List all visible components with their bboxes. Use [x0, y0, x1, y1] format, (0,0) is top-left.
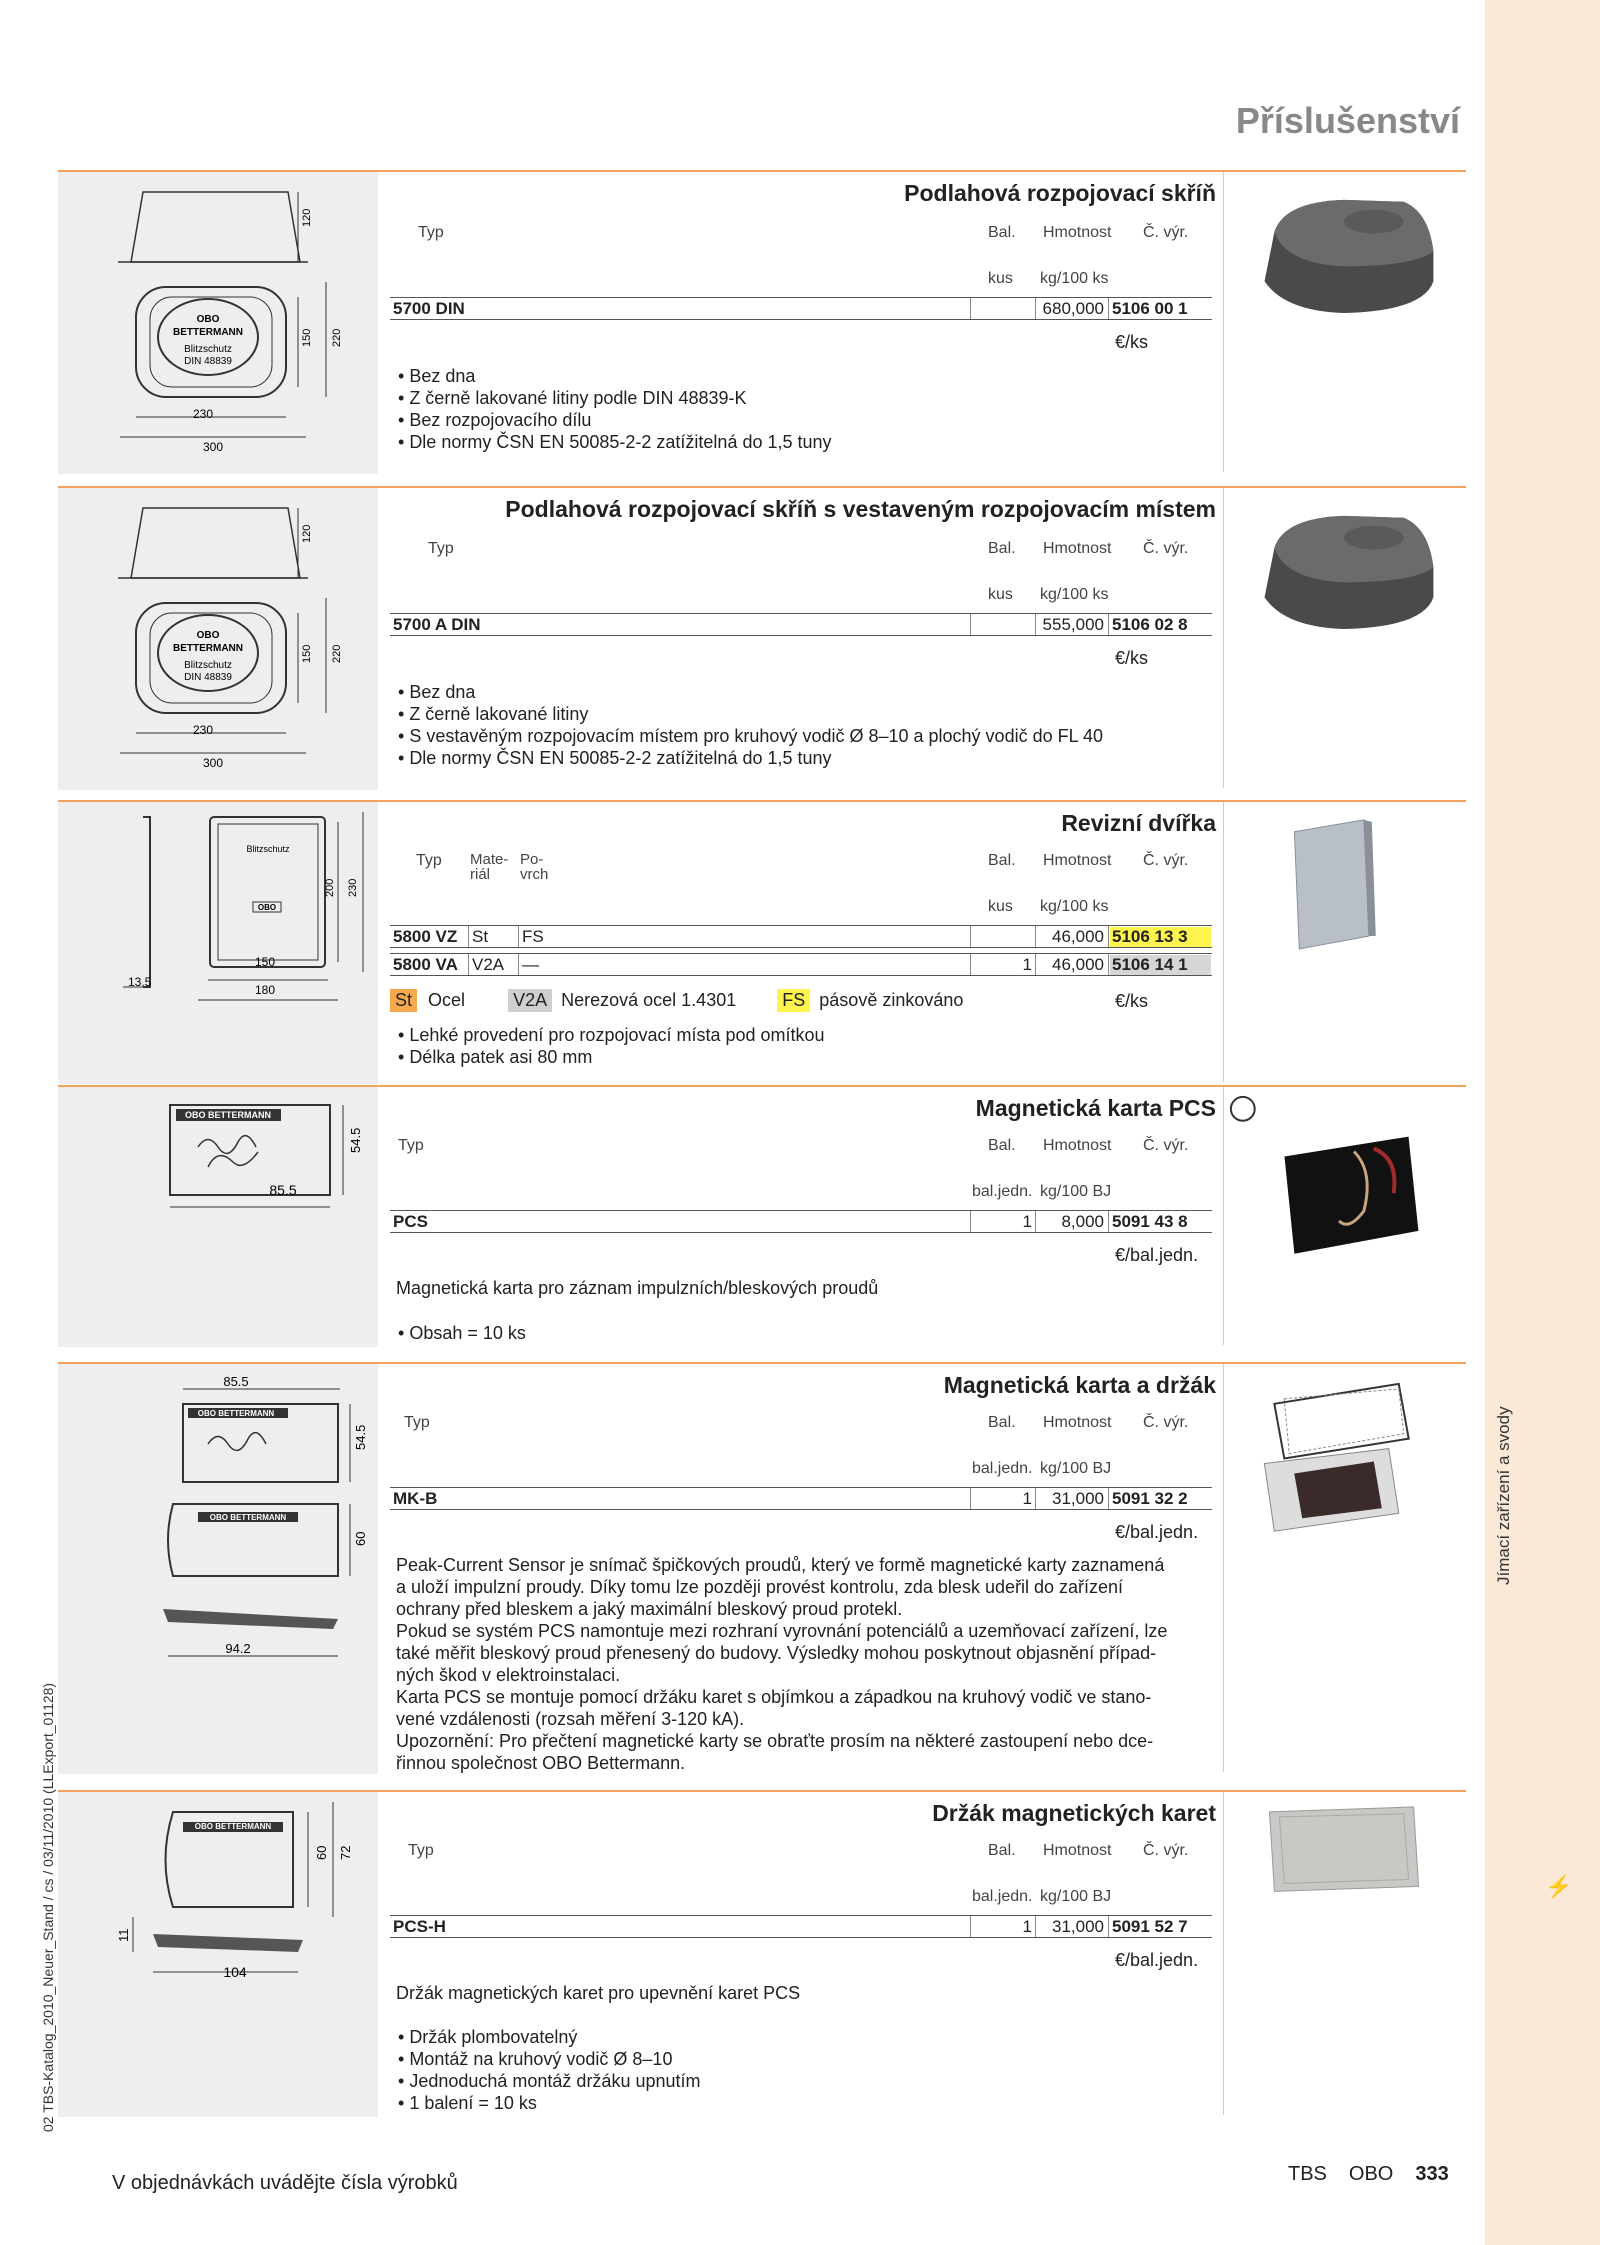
hdr-unit-weight: kg/100 BJ	[1040, 1888, 1112, 1905]
hdr-unit-weight: kg/100 ks	[1040, 898, 1109, 915]
hdr-typ: Typ	[418, 224, 444, 241]
hdr-unit-weight: kg/100 BJ	[1040, 1183, 1112, 1200]
product-photo	[1223, 802, 1466, 1082]
hdr-art: Č. výr.	[1143, 224, 1189, 241]
feature-list: • Držák plombovatelný • Montáž na kruhový vodič Ø 8–10 • Jednoduchá montáž držáku upnutím • 1 balení = 10 ks	[398, 2026, 701, 2114]
hdr-unit-weight: kg/100 ks	[1040, 586, 1109, 603]
hdr-weight: Hmotnost	[1043, 1414, 1112, 1431]
dim-w2: 300	[202, 440, 224, 454]
lightning-arrester-icon: ⚡	[1545, 1874, 1573, 1899]
dim-height: 120	[301, 208, 313, 227]
legend-code: FS	[777, 989, 810, 1012]
sidebar-band	[1485, 0, 1600, 2245]
section-title: Podlahová rozpojovací skříň	[904, 180, 1216, 206]
hdr-unit-pack: kus	[988, 898, 1013, 915]
price-unit: €/bal.jedn.	[1115, 1950, 1199, 1970]
hdr-weight: Hmotnost	[1043, 852, 1112, 869]
description: Peak-Current Sensor je snímač špičkových proudů, který ve formě magnetické karty zaznamená a uloží impulzní proudy. Díky tomu lze později provést kontrolu, zda blesk udeřil do zařízení ochrany před bleskem a jaký maximální bleskový proud protekl. Pokud se systém PCS namontuje mezi rozhraní vyrovnání potenciálů a uzemňovací zařízení, lze také měřit bleskový proud přenesený do budovy. Výsledky mohou poskytnout objasnění případ- ných škod v elektroinstalaci. Karta PCS se montuje pomocí držáku karet s objímkou a západkou na kruhový vodič ve stano- vené vzdálenosti (rozsah měření 3-120 kA). Upozornění: Pro přečtení magnetické karty se obraťte prosím na některé zastoupení nebo dce- řinnou společnost OBO Bettermann.	[396, 1555, 1168, 1773]
table-row: PCS 1 8,000 5091 43 8	[390, 1210, 1212, 1233]
table-row: 5700 A DIN 555,000 5106 02 8	[390, 613, 1212, 636]
dim-w: 85.5	[223, 1374, 249, 1389]
drawing-brand: OBO	[196, 630, 220, 641]
legend-code: St	[390, 989, 417, 1012]
hdr-art: Č. výr.	[1143, 1842, 1189, 1859]
footer-note: V objednávkách uvádějte čísla výrobků	[112, 2172, 458, 2194]
page-number: 333	[1415, 2163, 1449, 2185]
product-photo	[1223, 488, 1466, 788]
dim-w: 85.5	[269, 1182, 297, 1198]
hdr-bal: Bal.	[988, 1414, 1016, 1431]
dim-w1: 230	[192, 723, 214, 737]
price-unit: €/ks	[1115, 991, 1149, 1011]
dim-a: 200	[324, 878, 336, 897]
hdr-bal: Bal.	[988, 852, 1016, 869]
table-row: MK-B 1 31,000 5091 32 2	[390, 1487, 1212, 1510]
dim-height: 120	[301, 524, 313, 543]
hdr-bal: Bal.	[988, 1137, 1016, 1154]
legend-code: V2A	[508, 989, 552, 1012]
dim-c: 150	[254, 955, 276, 969]
section-floor-box-built-in	[58, 486, 1466, 788]
card-holder-drawing	[58, 1792, 378, 2117]
inspection-door-drawing	[58, 802, 378, 1084]
dim-a: 60	[314, 1845, 329, 1860]
drawing-label1: Blitzschutz	[184, 344, 232, 355]
catalog-reference: 02 TBS-Katalog_2010_Neuer_Stand / cs / 03/11/2010 (LLExport_01128)	[40, 1682, 56, 2132]
section-card-holder	[58, 1790, 1466, 2115]
table-row: PCS-H 1 31,000 5091 52 7	[390, 1915, 1212, 1938]
product-photo	[1223, 172, 1466, 472]
section-title: Držák magnetických karet	[932, 1800, 1216, 1826]
dim-w2: 300	[202, 756, 224, 770]
dim-outer: 220	[331, 328, 343, 347]
hdr-unit-pack: bal.jedn.	[972, 1460, 1033, 1477]
section-title: Podlahová rozpojovací skříň s vestaveným rozpojovacím místem	[505, 496, 1216, 522]
section-card-and-holder	[58, 1362, 1466, 1772]
dim-h: 54.5	[353, 1424, 368, 1450]
door-brand: OBO	[257, 903, 277, 912]
table-row: 5800 VA V2A — 1 46,000 5106 14 1	[390, 953, 1212, 976]
card-holder-drawing	[58, 1364, 378, 1774]
feature-list: • Lehké provedení pro rozpojovací místa pod omítkou • Délka patek asi 80 mm	[398, 1024, 825, 1068]
dim-w2: 94.2	[225, 1641, 251, 1656]
card-brand: OBO BETTERMANN	[197, 1409, 275, 1418]
dim-h2: 60	[353, 1531, 368, 1546]
technical-drawing	[58, 1087, 378, 1347]
drawing-label2: DIN 48839	[184, 356, 232, 367]
hdr-surface: Po-vrch	[520, 851, 549, 883]
technical-drawing	[58, 172, 378, 474]
dim-d: 104	[223, 1964, 247, 1980]
hdr-unit-pack: bal.jedn.	[972, 1183, 1033, 1200]
price-unit: €/bal.jedn.	[1115, 1245, 1199, 1265]
hdr-material: Mate-riál	[470, 851, 509, 883]
hdr-typ: Typ	[408, 1842, 434, 1859]
dim-inner: 150	[301, 644, 313, 663]
dim-b: 72	[338, 1845, 353, 1860]
door-label: Blitzschutz	[246, 844, 290, 854]
hdr-weight: Hmotnost	[1043, 540, 1112, 557]
technical-drawing	[58, 802, 378, 1084]
hdr-unit-pack: kus	[988, 586, 1013, 603]
certification-icon	[1231, 1097, 1255, 1121]
hdr-unit-pack: bal.jedn.	[972, 1888, 1033, 1905]
section-title: Magnetická karta a držák	[943, 1372, 1216, 1398]
card-brand: OBO BETTERMANN	[185, 1110, 271, 1120]
page-title: Příslušenství	[1235, 100, 1460, 141]
feature-list: • Obsah = 10 ks	[398, 1322, 526, 1344]
section-title: Magnetická karta PCS	[975, 1095, 1216, 1121]
footer-brand2: OBO	[1348, 2163, 1394, 2185]
dim-c: 11	[116, 1928, 131, 1942]
hdr-weight: Hmotnost	[1043, 224, 1112, 241]
floor-box-drawing	[58, 172, 378, 474]
hdr-typ: Typ	[398, 1137, 424, 1154]
drawing-brand2: BETTERMANN	[173, 643, 243, 654]
hdr-unit-weight: kg/100 ks	[1040, 270, 1109, 287]
technical-drawing	[58, 488, 378, 790]
hdr-art: Č. výr.	[1143, 540, 1189, 557]
holder-brand: OBO BETTERMANN	[194, 1822, 272, 1831]
dim-outer: 220	[331, 644, 343, 663]
table-row: 5700 DIN 680,000 5106 00 1	[390, 297, 1212, 320]
price-unit: €/ks	[1115, 648, 1149, 668]
holder-brand: OBO BETTERMANN	[209, 1513, 287, 1522]
section-title: Revizní dvířka	[1061, 810, 1216, 836]
hdr-art: Č. výr.	[1143, 1137, 1189, 1154]
product-photo	[1223, 1364, 1466, 1772]
hdr-weight: Hmotnost	[1043, 1842, 1112, 1859]
price-unit: €/bal.jedn.	[1115, 1522, 1199, 1542]
hdr-art: Č. výr.	[1143, 852, 1189, 869]
hdr-bal: Bal.	[988, 224, 1016, 241]
drawing-label2: DIN 48839	[184, 672, 232, 683]
description: Držák magnetických karet pro upevnění karet PCS	[396, 1983, 801, 2003]
feature-list: • Bez dna • Z černě lakované litiny podle DIN 48839-K • Bez rozpojovacího dílu • Dle normy ČSN EN 50085-2-2 zatížitelná do 1,5 tuny	[398, 365, 832, 453]
dim-e: 13.5	[128, 975, 152, 989]
table-row: 5800 VZ St FS 46,000 5106 13 3	[390, 925, 1212, 948]
product-photo	[1223, 1792, 1466, 2115]
dim-inner: 150	[301, 328, 313, 347]
floor-box-drawing	[58, 488, 378, 790]
dim-w1: 230	[192, 407, 214, 421]
dim-h: 54.5	[348, 1127, 363, 1153]
hdr-typ: Typ	[404, 1414, 430, 1431]
dim-d: 180	[254, 983, 276, 997]
hdr-art: Č. výr.	[1143, 1414, 1189, 1431]
drawing-brand: OBO	[196, 314, 220, 325]
hdr-bal: Bal.	[988, 1842, 1016, 1859]
footer-brand1: TBS	[1288, 2163, 1327, 2185]
price-unit: €/ks	[1115, 332, 1149, 352]
section-inspection-door	[58, 800, 1466, 1082]
technical-drawing	[58, 1792, 378, 2117]
product-photo	[1223, 1087, 1466, 1345]
hdr-weight: Hmotnost	[1043, 1137, 1112, 1154]
section-floor-box	[58, 170, 1466, 472]
hdr-unit-weight: kg/100 BJ	[1040, 1460, 1112, 1477]
technical-drawing	[58, 1364, 378, 1774]
feature-list: • Bez dna • Z černě lakované litiny • S vestavěným rozpojovacím místem pro kruhový vodič Ø 8–10 a plochý vodič do FL 40 • Dle normy ČSN EN 50085-2-2 zatížitelná do 1,5 tuny	[398, 681, 1103, 769]
footer-brand	[1288, 2163, 1449, 2186]
hdr-unit-pack: kus	[988, 270, 1013, 287]
hdr-typ: Typ	[428, 540, 454, 557]
drawing-label1: Blitzschutz	[184, 660, 232, 671]
description: Magnetická karta pro záznam impulzních/bleskových proudů	[396, 1278, 879, 1298]
sidebar-label: Jímací zařízení a svody	[1494, 1406, 1513, 1585]
section-magnetic-card	[58, 1085, 1466, 1345]
material-legend: St Ocel V2A Nerezová ocel 1.4301 FS pásově zinkováno	[390, 989, 963, 1012]
drawing-brand2: BETTERMANN	[173, 327, 243, 338]
magnetic-card-drawing	[58, 1087, 378, 1347]
hdr-bal: Bal.	[988, 540, 1016, 557]
hdr-typ: Typ	[416, 852, 442, 869]
dim-b: 230	[347, 878, 359, 897]
